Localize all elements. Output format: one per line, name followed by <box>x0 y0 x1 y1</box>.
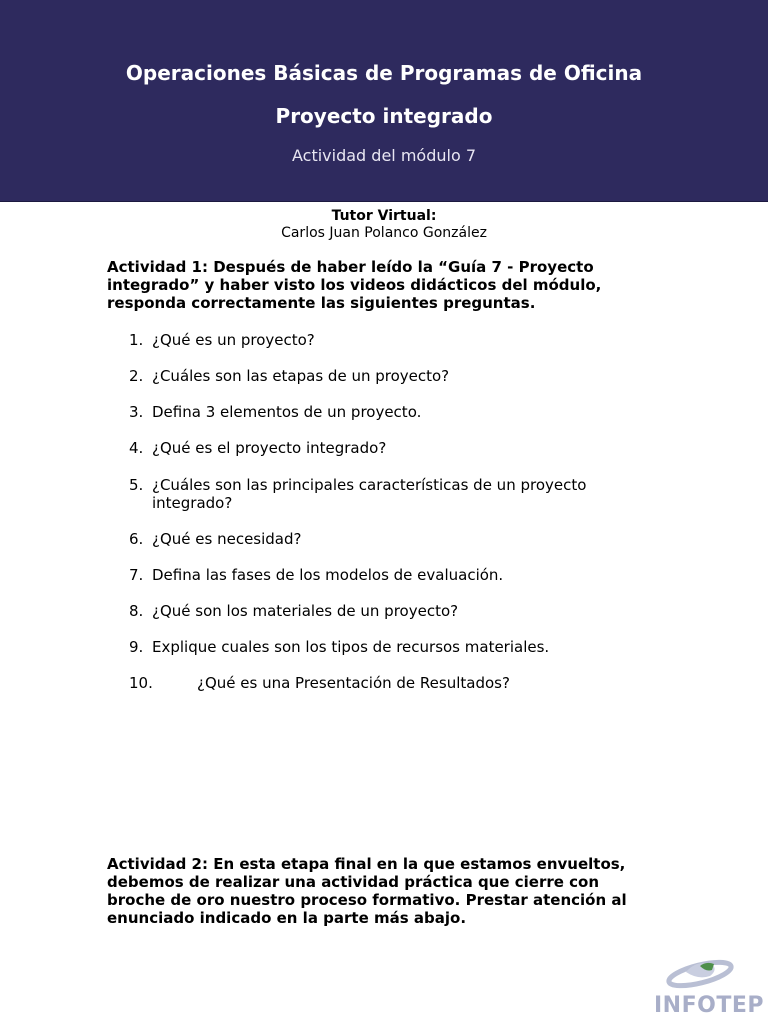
question-item <box>129 403 649 421</box>
question-item <box>129 331 649 349</box>
question-item <box>129 674 649 692</box>
module-activity-label: Actividad del módulo 7 <box>292 146 476 165</box>
question-text: ¿Cuáles son las principales características de un proyecto integrado? <box>152 476 587 512</box>
tutor-info <box>0 208 768 242</box>
question-item <box>129 566 649 584</box>
question-text: Explique cuales son los tipos de recursos materiales. <box>152 638 550 656</box>
question-number: 3. <box>129 403 144 421</box>
question-number: 7. <box>129 566 144 584</box>
infotep-logo-text: INFOTEP <box>654 993 764 1018</box>
question-text: ¿Qué es el proyecto integrado? <box>152 439 387 457</box>
tutor-name: Carlos Juan Polanco González <box>281 225 487 241</box>
question-text: ¿Qué es un proyecto? <box>152 331 315 349</box>
document-subtitle: Proyecto integrado <box>275 104 493 128</box>
question-number: 4. <box>129 439 144 457</box>
tutor-label: Tutor Virtual: <box>331 208 437 224</box>
question-number: 2. <box>129 367 144 385</box>
question-number: 10. <box>129 674 153 692</box>
question-text: Defina las fases de los modelos de evaluación. <box>152 566 504 584</box>
question-item <box>129 367 649 385</box>
question-text: ¿Qué es necesidad? <box>152 530 302 548</box>
question-item <box>129 638 649 656</box>
question-number: 1. <box>129 331 144 349</box>
question-item <box>129 530 649 548</box>
question-number: 6. <box>129 530 144 548</box>
activity-2-instructions: Actividad 2: En esta etapa final en la que estamos envueltos, debemos de realizar una actividad práctica que cierre con broche de oro nuestro proceso formativo. Prestar atención al enunciado indicado en la parte más abajo. <box>107 855 627 927</box>
question-text: ¿Qué es una Presentación de Resultados? <box>197 674 510 692</box>
question-number: 9. <box>129 638 144 656</box>
document-title: Operaciones Básicas de Programas de Oficina <box>125 61 643 85</box>
question-text: ¿Qué son los materiales de un proyecto? <box>152 602 459 620</box>
question-text: ¿Cuáles son las etapas de un proyecto? <box>152 367 450 385</box>
activity-1-instructions: Actividad 1: Después de haber leído la “Guía 7 - Proyecto integrado” y haber visto los videos didácticos del módulo, responda correctamente las siguientes preguntas. <box>107 258 602 312</box>
question-number: 8. <box>129 602 144 620</box>
question-number: 5. <box>129 476 144 494</box>
question-text: Defina 3 elementos de un proyecto. <box>152 403 422 421</box>
header-banner <box>0 0 768 202</box>
question-item <box>129 602 649 620</box>
question-item <box>129 439 649 457</box>
question-item <box>129 476 599 512</box>
